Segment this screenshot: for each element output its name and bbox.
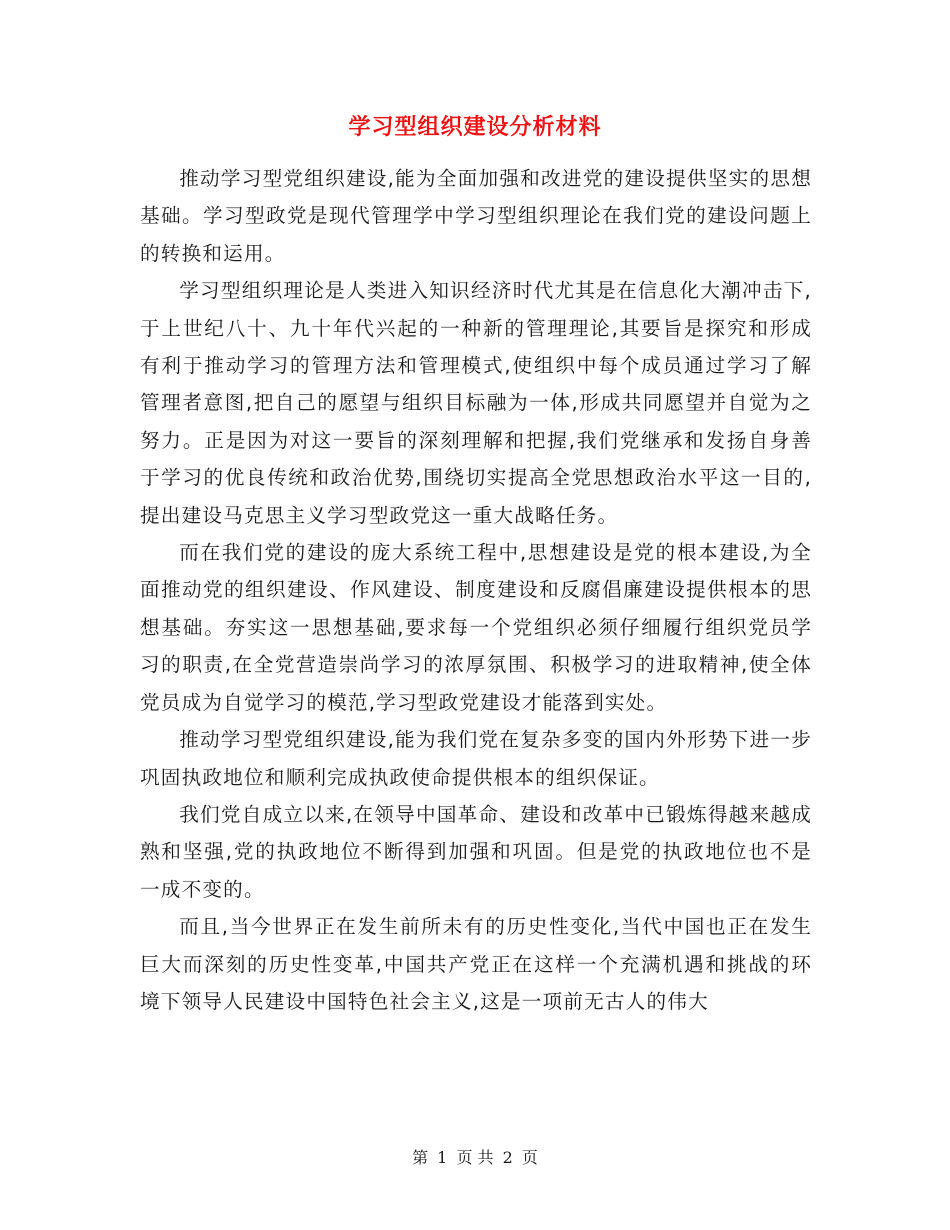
paragraph-2: 学习型组织理论是人类进入知识经济时代尤其是在信息化大潮冲击下,于上世纪八十、九十年代兴起的一种新的管理理论,其要旨是探究和形成有利于推动学习的管理方法和管理模式,使组织中每个成员通过学习了解管理者意图,把自己的愿望与组织目标融为一体,形成共同愿望并自觉为之努力。正是因为对这一要旨的深刻理解和把握,我们党继承和发扬自身善于学习的优良传统和政治优势,围绕切实提高全党思想政治水平这一目的,提出建设马克思主义学习型政党这一重大战略任务。 xyxy=(140,279,812,527)
footer-middle: 页 共 xyxy=(456,1148,494,1167)
paragraph-3: 而在我们党的建设的庞大系统工程中,思想建设是党的根本建设,为全面推动党的组织建设、作风建设、制度建设和反腐倡廉建设提供根本的思想基础。夯实这一思想基础,要求每一个党组织必须仔细履行组织党员学习的职责,在全党营造崇尚学习的浓厚氛围、积极学习的进取精神,使全体党员成为自觉学习的模范,学习型政党建设才能落到实处。 xyxy=(140,541,812,714)
paragraph-5: 我们党自成立以来,在领导中国革命、建设和改革中已锻炼得越来越成熟和坚强,党的执政地位不断得到加强和巩固。但是党的执政地位也不是一成不变的。 xyxy=(140,802,812,901)
footer-page-number: 1 xyxy=(437,1148,448,1167)
footer-total-pages: 2 xyxy=(502,1148,513,1167)
paragraph-4: 推动学习型党组织建设,能为我们党在复杂多变的国内外形势下进一步巩固执政地位和顺利完成执政使命提供根本的组织保证。 xyxy=(140,728,812,789)
page-footer xyxy=(0,1146,950,1170)
paragraph-6: 而且,当今世界正在发生前所未有的历史性变化,当代中国也正在发生巨大而深刻的历史性变革,中国共产党正在这样一个充满机遇和挑战的环境下领导人民建设中国特色社会主义,这是一项前无古人的伟大 xyxy=(140,915,812,1013)
footer-suffix: 页 xyxy=(521,1148,538,1167)
document-body xyxy=(140,160,812,1020)
paragraph-1: 推动学习型党组织建设,能为全面加强和改进党的建设提供坚实的思想基础。学习型政党是现代管理学中学习型组织理论在我们党的建设问题上的转换和运用。 xyxy=(140,167,812,265)
footer-prefix: 第 xyxy=(412,1148,429,1167)
document-title: 学习型组织建设分析材料 xyxy=(348,115,602,140)
